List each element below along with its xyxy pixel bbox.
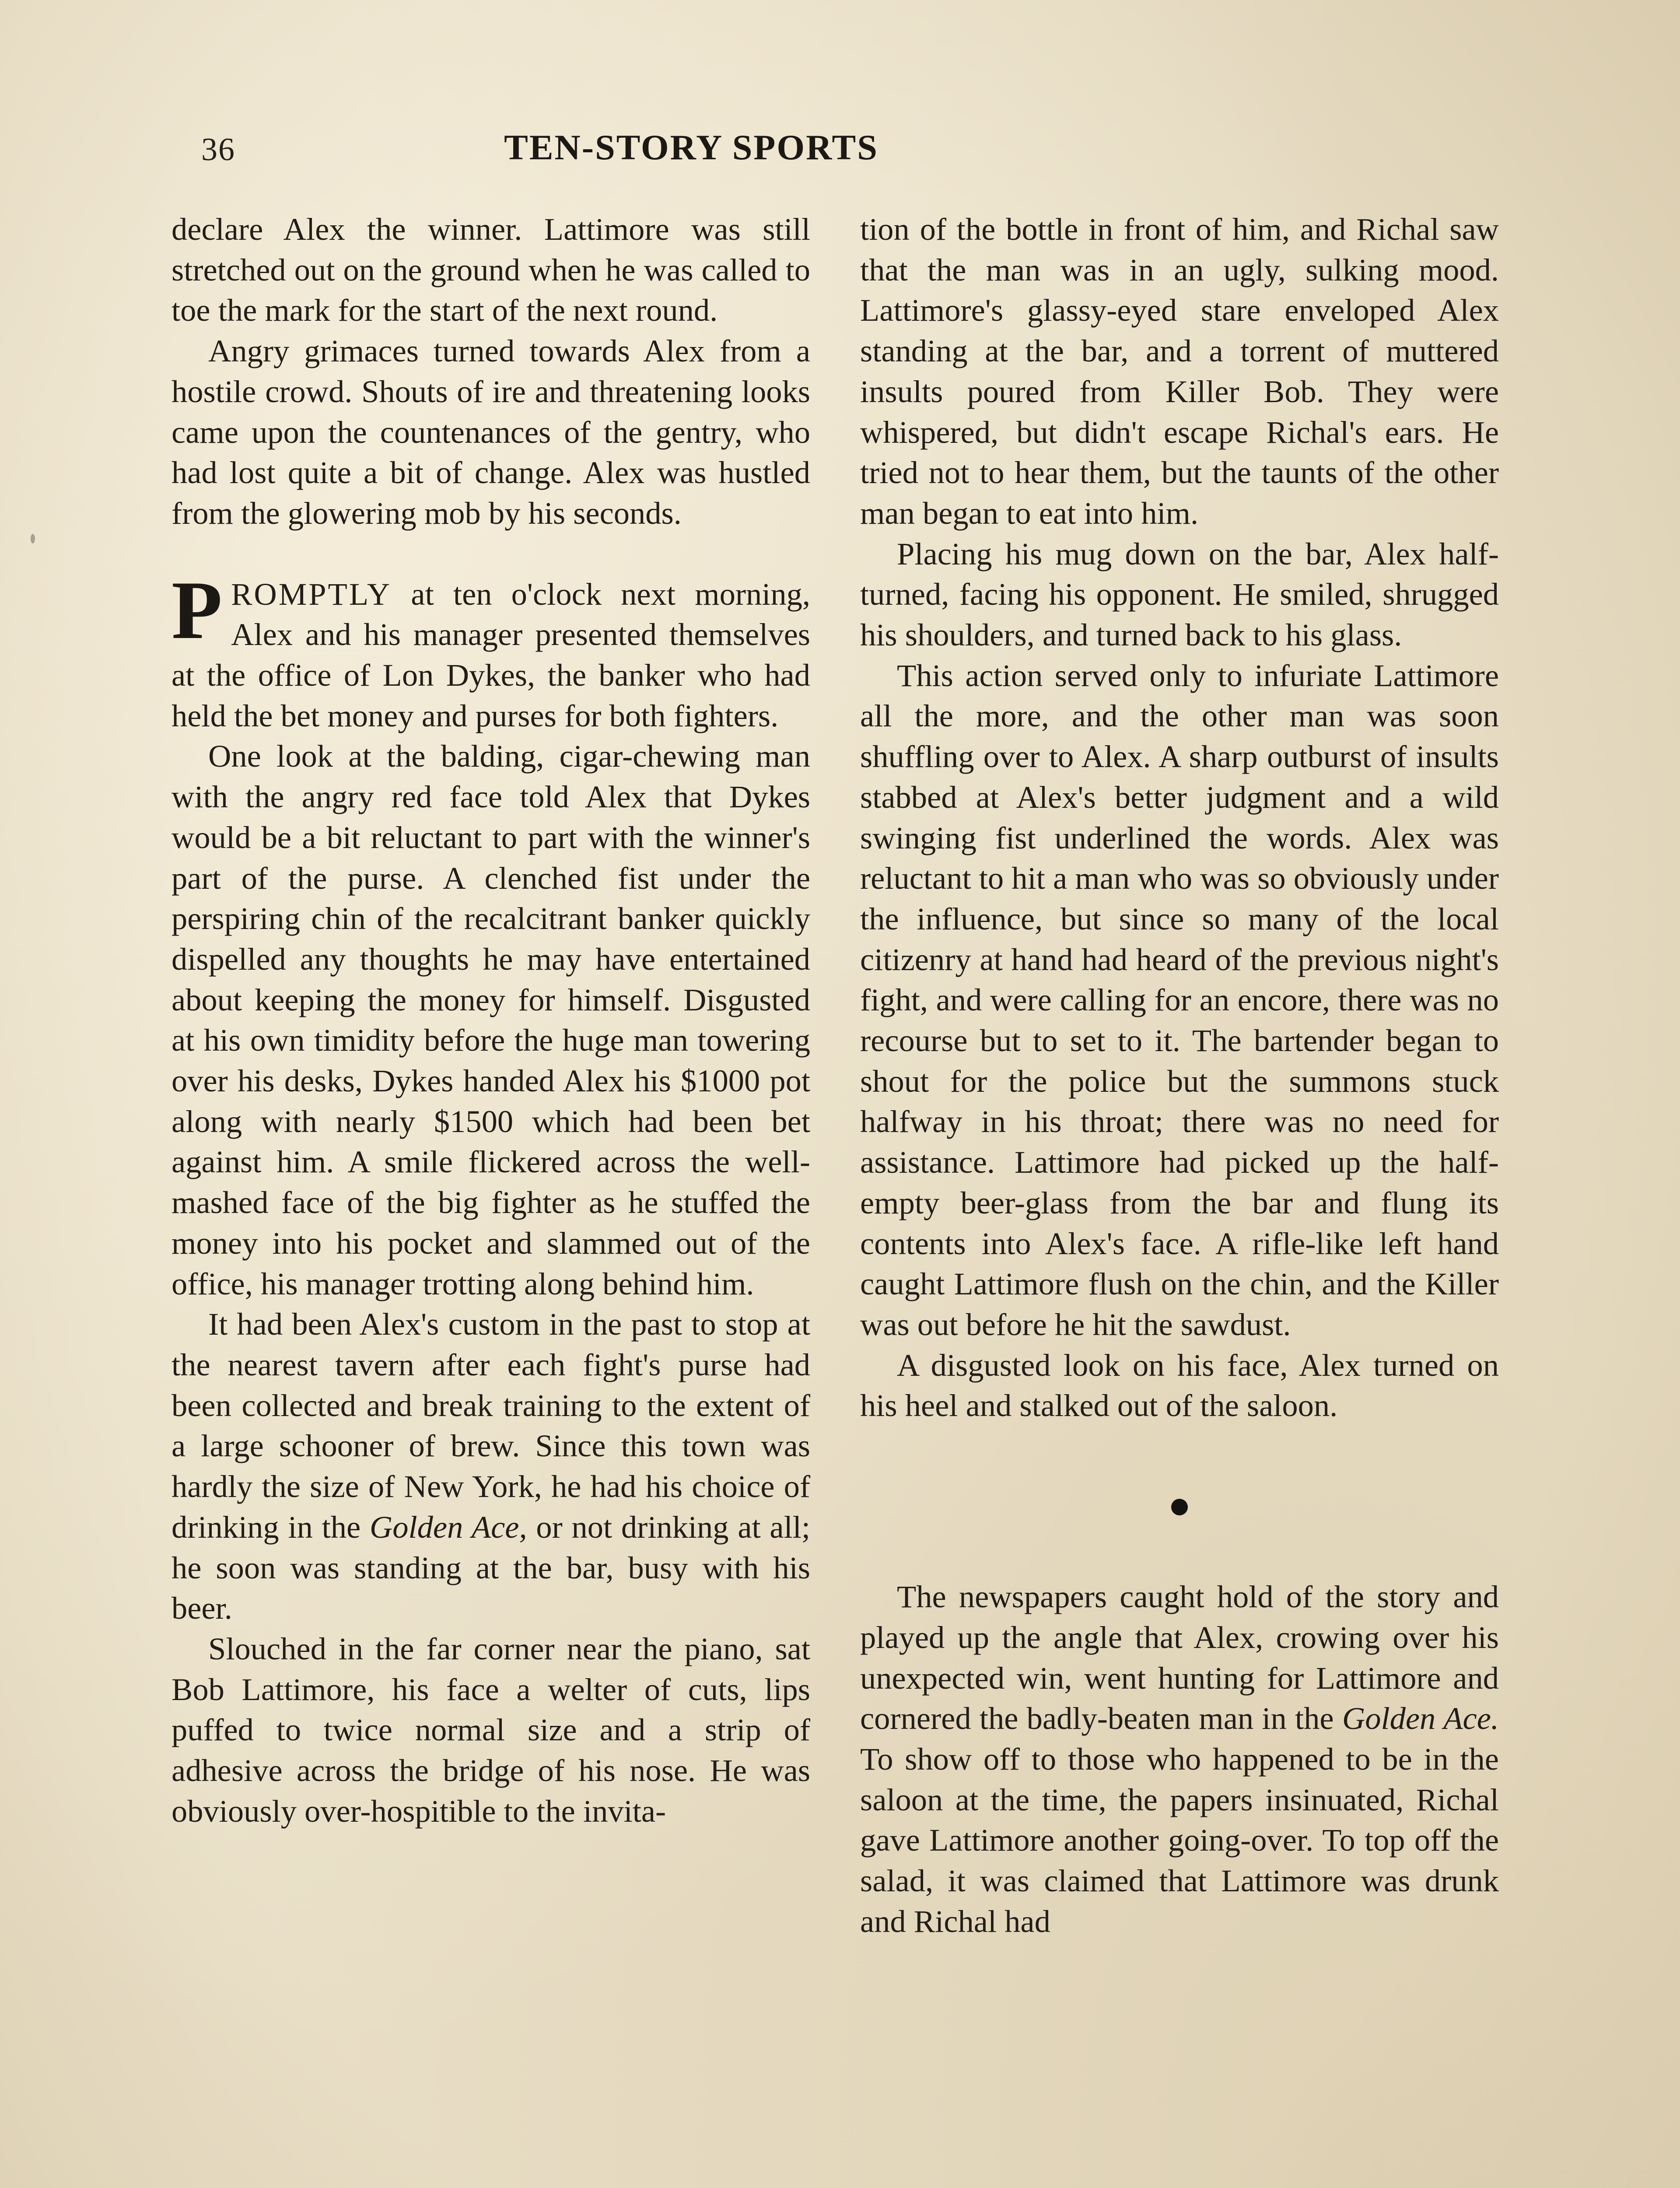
paragraph-text: at ten o'clock next morning, Alex and his manager presented themselves at the office of Lon Dykes, the banker who had held the bet money and purses for both fighters. bbox=[172, 576, 810, 733]
drop-cap: P bbox=[172, 564, 223, 656]
italic-text: Golden Ace, bbox=[369, 1509, 527, 1545]
section-break-dot bbox=[1171, 1499, 1188, 1515]
paragraph-text: The newspapers caught hold of the story and played up the angle that Alex, crowing over his unexpected win, went hunting for Lattimore and cornered the badly-beaten man in the bbox=[860, 1579, 1499, 1736]
section-opening-paragraph bbox=[172, 564, 810, 736]
paragraph: declare Alex the winner. Lattimore was still stretched out on the ground when he was called to toe the mark for the start of the next round. bbox=[172, 211, 810, 328]
paragraph: Placing his mug down on the bar, Alex half-turned, facing his opponent. He smiled, shrugged his shoulders, and turned back to his glass. bbox=[860, 536, 1499, 653]
paragraph: Angry grimaces turned towards Alex from a hostile crowd. Shouts of ire and threatening looks came upon the countenances of the gentry, who had lost quite a bit of change. Alex was hustled from the glowering mob by his seconds. bbox=[172, 333, 810, 531]
page-header bbox=[201, 127, 1181, 175]
left-column bbox=[172, 209, 810, 1831]
running-title: TEN-STORY SPORTS bbox=[504, 127, 878, 167]
paragraph: A disgusted look on his face, Alex turned on his heel and stalked out of the saloon. bbox=[860, 1347, 1499, 1424]
paragraph-text: or not drinking at all; he soon was standing at the bar, busy with his beer. bbox=[172, 1509, 810, 1626]
paragraph-text: It had been Alex's custom in the past to stop at the nearest tavern after each fight's purse had been collected and break training to the extent of a large schooner of brew. Since this town was hardly the size of New York, he had his choice of drinking in the bbox=[172, 1306, 810, 1545]
page-number: 36 bbox=[201, 132, 235, 168]
paragraph: Slouched in the far corner near the piano, sat Bob Lattimore, his face a welter of cuts, lips puffed to twice normal size and a strip of adhesive across the bridge of his nose. He was obviously over-hospitible to the invita- bbox=[172, 1630, 810, 1829]
right-column bbox=[860, 209, 1499, 1942]
paragraph-text: To show off to those who happened to be in the saloon at the time, the papers insinuated, Richal gave Lattimore another going-over. To top off the salad, it was claimed that Lattimore was drunk and Richal had bbox=[860, 1741, 1499, 1939]
paragraph: tion of the bottle in front of him, and Richal saw that the man was in an ugly, sulking mood. Lattimore's glassy-eyed stare enveloped Alex standing at the bar, and a torrent of muttered insults poured from Killer Bob. They were whispered, but didn't escape Richal's ears. He tried not to hear them, but the taunts of the other man began to eat into him. bbox=[860, 211, 1499, 531]
ink-speck bbox=[31, 534, 35, 543]
paragraph bbox=[172, 1304, 810, 1629]
lead-in-word: ROMPTLY bbox=[231, 576, 392, 612]
italic-text: Golden Ace. bbox=[1342, 1701, 1499, 1736]
paragraph: One look at the balding, cigar-chewing man with the angry red face told Alex that Dykes would be a bit reluctant to part with the winner's part of the purse. A clenched fist under the perspiring chin of the recalcitrant banker quickly dispelled any thoughts he may have entertained about keeping the money for himself. Disgusted at his own timidity before the huge man towering over his desks, Dykes handed Alex his $1000 pot along with nearly $1500 which had been bet against him. A smile flickered across the well-mashed face of the big fighter as he stuffed the money into his pocket and slammed out of the office, his manager trotting along behind him. bbox=[172, 738, 810, 1301]
paragraph bbox=[860, 1577, 1499, 1942]
paragraph: This action served only to infuriate Lattimore all the more, and the other man was soon shuffling over to Alex. A sharp outburst of insults stabbed at Alex's better judgment and a wild swinging fist underlined the words. Alex was reluctant to hit a man who was so obviously under the influence, but since so many of the local citizenry at hand had heard of the previous night's fight, and were calling for an encore, there was no recourse but to set to it. The bartender began to shout for the police but the summons stuck halfway in his throat; there was no need for assistance. Lattimore had picked up the half-empty beer-glass from the bar and flung its contents into Alex's face. A rifle-like left hand caught Lattimore flush on the chin, and the Killer was out before he hit the sawdust. bbox=[860, 657, 1499, 1342]
